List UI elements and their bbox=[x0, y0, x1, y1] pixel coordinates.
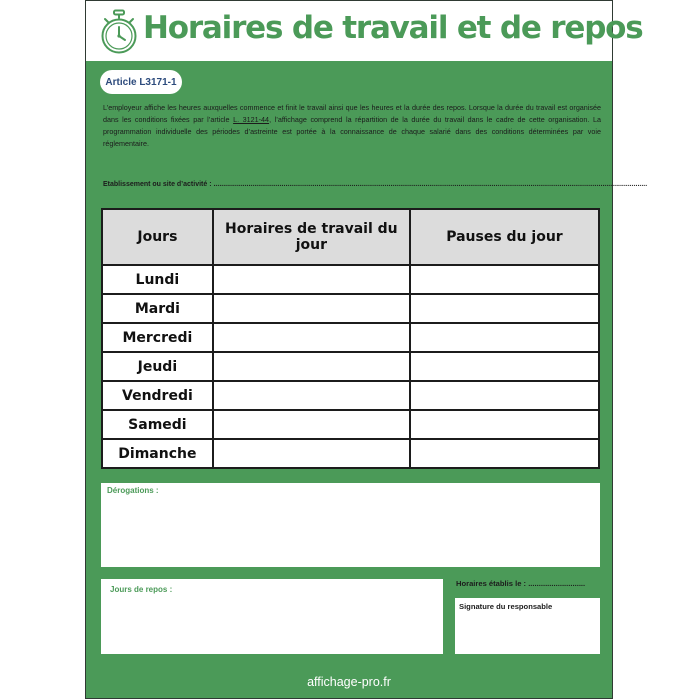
breaks-cell[interactable] bbox=[410, 352, 599, 381]
established-label: Horaires établis le : bbox=[456, 579, 527, 588]
day-cell: Vendredi bbox=[102, 381, 213, 410]
work-hours-cell[interactable] bbox=[213, 294, 410, 323]
established-date-field[interactable] bbox=[456, 579, 585, 588]
table-row bbox=[102, 265, 599, 294]
day-cell: Samedi bbox=[102, 410, 213, 439]
table-row bbox=[102, 352, 599, 381]
table-row bbox=[102, 323, 599, 352]
work-hours-cell[interactable] bbox=[213, 265, 410, 294]
footer-website: affichage-pro.fr bbox=[307, 675, 391, 689]
poster bbox=[85, 0, 648, 699]
schedule-table bbox=[101, 208, 600, 469]
day-cell: Lundi bbox=[102, 265, 213, 294]
breaks-cell[interactable] bbox=[410, 323, 599, 352]
table-row bbox=[102, 294, 599, 323]
header bbox=[86, 1, 643, 61]
establishment-label: Etablissement ou site d’activité : bbox=[103, 181, 212, 188]
breaks-cell[interactable] bbox=[410, 439, 599, 468]
established-dots: ........................... bbox=[528, 579, 586, 588]
page-title: Horaires de travail et de repos bbox=[143, 10, 643, 46]
rest-days-label: Jours de repos : bbox=[110, 585, 173, 594]
article-reference-link[interactable]: L. 3121-44 bbox=[233, 115, 270, 124]
breaks-cell[interactable] bbox=[410, 410, 599, 439]
day-cell: Dimanche bbox=[102, 439, 213, 468]
work-hours-cell[interactable] bbox=[213, 381, 410, 410]
establishment-field[interactable] bbox=[103, 181, 648, 188]
breaks-cell[interactable] bbox=[410, 265, 599, 294]
stopwatch-icon bbox=[98, 9, 140, 55]
derogations-label: Dérogations : bbox=[107, 486, 159, 495]
table-row bbox=[102, 439, 599, 468]
table-row bbox=[102, 410, 599, 439]
header-days: Jours bbox=[102, 209, 213, 265]
establishment-dots: ............................................................................................................................................................................................................................... bbox=[213, 181, 648, 188]
work-hours-cell[interactable] bbox=[213, 323, 410, 352]
intro-paragraph bbox=[103, 102, 601, 150]
table-header-row bbox=[102, 209, 599, 265]
breaks-cell[interactable] bbox=[410, 381, 599, 410]
derogations-box[interactable] bbox=[101, 483, 600, 567]
article-badge: Article L3171-1 bbox=[100, 70, 182, 94]
breaks-cell[interactable] bbox=[410, 294, 599, 323]
intro-text-2: , l’affichage comprend la répartition de la durée du travail dans le cadre de cette organisation. La programmation individuelle des périodes d’astreinte est portée à la connaissance de chaque salarié dans des conditions déterminées par voie réglementaire. bbox=[103, 115, 601, 148]
signature-label: Signature du responsable bbox=[459, 602, 553, 611]
day-cell: Jeudi bbox=[102, 352, 213, 381]
header-breaks: Pauses du jour bbox=[410, 209, 599, 265]
header-work-hours: Horaires de travail du jour bbox=[213, 209, 410, 265]
work-hours-cell[interactable] bbox=[213, 352, 410, 381]
table-row bbox=[102, 381, 599, 410]
intro-text-1: L’employeur affiche les heures auxquelles commence et finit le travail ainsi que les heures et la durée des repos. Lorsque la durée du travail est organisée dans les conditions fixées par l’article bbox=[103, 103, 601, 124]
day-cell: Mardi bbox=[102, 294, 213, 323]
rest-days-box[interactable] bbox=[101, 579, 443, 654]
work-hours-cell[interactable] bbox=[213, 439, 410, 468]
signature-box[interactable] bbox=[455, 598, 600, 654]
work-hours-cell[interactable] bbox=[213, 410, 410, 439]
day-cell: Mercredi bbox=[102, 323, 213, 352]
